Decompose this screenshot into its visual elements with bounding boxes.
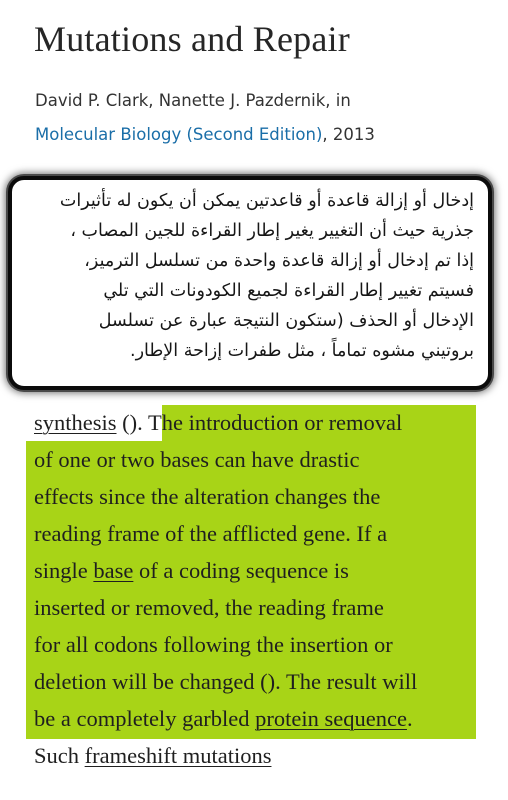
citation-paren: (). (116, 410, 143, 435)
body-line: deletion will be changed (). The result will (34, 669, 418, 694)
frameshift-mutations-link[interactable]: frameshift mutations (84, 743, 272, 768)
translation-overlay (8, 176, 492, 390)
body-text: single (34, 558, 94, 583)
article-source (35, 122, 375, 148)
source-year: , 2013 (322, 125, 375, 144)
body-text: . (406, 706, 413, 731)
synthesis-link[interactable]: synthesis (34, 410, 117, 435)
translation-line: إذا تم إدخال أو إزالة قاعدة واحدة من تسلسل الترميز، (84, 251, 474, 271)
body-line: effects since the alteration changes the (34, 484, 381, 509)
article-body (34, 404, 476, 774)
body-line: of one or two bases can have drastic (34, 447, 360, 472)
body-line: inserted or removed, the reading frame (34, 595, 384, 620)
translation-line: جذرية حيث أن التغيير يغير إطار القراءة للجين المصاب ، (70, 221, 474, 241)
body-line (34, 700, 476, 737)
body-line (34, 737, 476, 774)
translation-line: بروتيني مشوه تماماً ، مثل طفرات إزاحة الإطار. (130, 341, 474, 361)
body-line: for all codons following the insertion or (34, 632, 393, 657)
body-text: be a completely garbled (34, 706, 256, 731)
body-line (34, 552, 476, 589)
body-text: Such (34, 743, 85, 768)
body-text: The introduction or removal (142, 410, 403, 435)
article-authors: David P. Clark, Nanette J. Pazdernik, in (35, 91, 351, 110)
translation-line: إدخال أو إزالة قاعدة أو قاعدتين يمكن أن يكون له تأثيرات (59, 191, 474, 211)
source-book-link[interactable]: Molecular Biology (Second Edition) (35, 125, 323, 144)
body-text: of a coding sequence is (133, 558, 349, 583)
translation-line: فسيتم تغيير إطار القراءة لجميع الكودونات التي تلي (103, 281, 474, 301)
article-title: Mutations and Repair (34, 19, 350, 59)
body-line (34, 404, 476, 441)
protein-sequence-link[interactable]: protein sequence (255, 706, 407, 731)
translation-line: الإدخال أو الحذف (ستكون النتيجة عبارة عن تسلسل (98, 311, 474, 331)
body-line: reading frame of the afflicted gene. If a (34, 521, 388, 546)
base-link[interactable]: base (93, 558, 134, 583)
